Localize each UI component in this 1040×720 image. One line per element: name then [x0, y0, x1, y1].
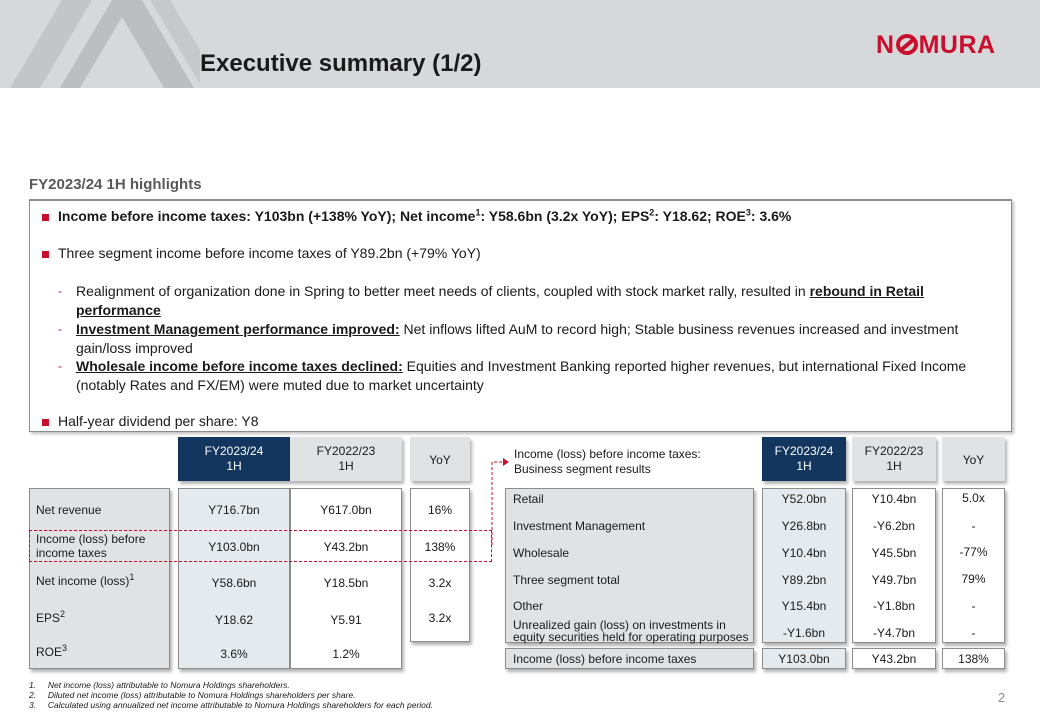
- detail-retail: Realignment of organization done in Spring to better meet needs of clients, coupled with stock market rally, resulted in rebound in Retail performance: [76, 283, 924, 318]
- highlights-box: [29, 199, 1012, 432]
- right-col-yoy: [942, 488, 1005, 643]
- nomura-logo: N MURA: [876, 31, 996, 59]
- dash-icon: -: [58, 359, 62, 373]
- seg-prev-retail: Y10.4bn: [871, 492, 917, 506]
- seg-cur-three-total: Y89.2bn: [781, 573, 827, 587]
- bullet-icon: [42, 251, 49, 258]
- total-yoy-cell: [942, 648, 1005, 669]
- bullet-icon: [42, 419, 49, 426]
- label-unrealized-gain: Unrealized gain (loss) on investments in equity securities held for operating purposes: [513, 618, 749, 644]
- footnote-1: 1. Net income (loss) attributable to Nomura Holdings shareholders.: [29, 680, 290, 690]
- yoy-net-revenue: 16%: [427, 503, 453, 517]
- seg-cur-other: Y15.4bn: [781, 599, 827, 613]
- connector-arrow-icon: [470, 455, 510, 550]
- left-header-fy2022: FY2022/23 1H: [290, 437, 402, 481]
- total-yoy: 138%: [958, 652, 989, 666]
- detail-wholesale: Wholesale income before income taxes declined: Equities and Investment Banking reported higher revenues, but international Fixed Income (notably Rates and FX/EM) were muted due to market uncertainty: [76, 358, 967, 393]
- seg-yoy-unrealized: -: [971, 626, 976, 640]
- total-cur: Y103.0bn: [778, 652, 830, 666]
- label-wholesale: Wholesale: [513, 546, 570, 560]
- prev-net-income: Y18.5bn: [323, 576, 369, 590]
- total-prev: Y43.2bn: [871, 652, 917, 666]
- seg-yoy-wholesale: -77%: [959, 545, 988, 559]
- yoy-net-income: 3.2x: [428, 576, 452, 590]
- right-table-title: Income (loss) before income taxes: Business segment results: [514, 447, 701, 476]
- section-title: FY2023/24 1H highlights: [29, 176, 202, 193]
- seg-yoy-retail: 5.0x: [962, 491, 985, 505]
- highlight-dashed-box: [29, 530, 492, 562]
- seg-prev-wholesale: Y45.5bn: [871, 546, 917, 560]
- prev-roe: 1.2%: [332, 647, 360, 661]
- seg-prev-im: -Y6.2bn: [872, 519, 916, 533]
- cur-net-income: Y58.6bn: [211, 576, 257, 590]
- cur-roe: 3.6%: [220, 647, 248, 661]
- label-retail: Retail: [513, 492, 544, 506]
- seg-prev-other: -Y1.8bn: [872, 599, 916, 613]
- label-net-income: Net income (loss)$^1$: [36, 572, 135, 588]
- page-number: 2: [998, 690, 1006, 705]
- highlight-3: Half-year dividend per share: Y8: [58, 413, 259, 429]
- dash-icon: -: [58, 284, 62, 298]
- seg-yoy-other: -: [971, 599, 976, 613]
- total-prev-cell: [852, 648, 936, 669]
- label-total: Income (loss) before income taxes: [513, 652, 697, 666]
- label-three-segment-total: Three segment total: [513, 573, 620, 587]
- prev-net-revenue: Y617.0bn: [320, 503, 372, 517]
- highlight-1: Income before income taxes: Y103bn (+138% YoY); Net income$^1$: Y58.6bn (3.2x YoY); EPS$^2$: Y18.62; ROE$^3$: 3.6%: [58, 207, 792, 224]
- page-title: Executive summary (1/2): [200, 50, 482, 77]
- prev-eps: Y5.91: [330, 613, 362, 627]
- header-banner: [0, 0, 1040, 88]
- label-roe: ROE$^3$: [36, 643, 68, 659]
- cur-income-before-taxes: Y103.0bn: [208, 540, 260, 554]
- right-labels-column: [505, 488, 754, 643]
- dash-icon: -: [58, 322, 62, 336]
- seg-cur-wholesale: Y10.4bn: [781, 546, 827, 560]
- cur-net-revenue: Y716.7bn: [208, 503, 260, 517]
- seg-yoy-im: -: [971, 519, 976, 533]
- right-header-yoy: YoY: [942, 437, 1005, 481]
- cur-eps: Y18.62: [214, 613, 254, 627]
- prev-income-before-taxes: Y43.2bn: [323, 540, 369, 554]
- highlight-2: Three segment income before income taxes of Y89.2bn (+79% YoY): [58, 245, 481, 261]
- yoy-eps: 3.2x: [428, 611, 452, 625]
- left-labels-column: [29, 488, 170, 669]
- right-header-fy2022: FY2022/23 1H: [852, 437, 936, 481]
- total-cur-cell: [762, 648, 846, 669]
- seg-cur-retail: Y52.0bn: [781, 492, 827, 506]
- label-other: Other: [513, 599, 544, 613]
- label-net-revenue: Net revenue: [36, 503, 102, 517]
- right-col-fy2023: [762, 488, 846, 643]
- chevron-graphic: [0, 0, 200, 88]
- left-col-fy2022: [290, 488, 402, 669]
- left-header-fy2023: FY2023/24 1H: [178, 437, 290, 481]
- footnote-3: 3. Calculated using annualized net income attributable to Nomura Holdings shareholders for each period.: [29, 700, 433, 710]
- right-col-fy2022: [852, 488, 936, 643]
- bullet-icon: [42, 214, 49, 221]
- left-header-yoy: YoY: [410, 437, 470, 481]
- seg-cur-im: Y26.8bn: [781, 519, 827, 533]
- seg-yoy-three-total: 79%: [961, 572, 986, 586]
- seg-prev-three-total: Y49.7bn: [871, 573, 917, 587]
- footnote-2: 2. Diluted net income (loss) attributable to Nomura Holdings shareholders per share.: [29, 690, 356, 700]
- left-col-yoy: [410, 488, 470, 642]
- label-eps: EPS$^2$: [36, 609, 66, 625]
- detail-investment-mgmt: Investment Management performance improved: Net inflows lifted AuM to record high; Stable business revenues increased and investment gain/loss improved: [76, 321, 959, 356]
- seg-cur-unrealized: -Y1.6bn: [782, 626, 826, 640]
- seg-prev-unrealized: -Y4.7bn: [872, 626, 916, 640]
- total-label-cell: [505, 648, 754, 669]
- left-col-fy2023: [178, 488, 290, 669]
- yoy-income-before-taxes: 138%: [424, 540, 456, 554]
- label-investment-management: Investment Management: [513, 519, 646, 533]
- right-header-fy2023: FY2023/24 1H: [762, 437, 846, 481]
- label-income-before-taxes: Income (loss) before income taxes: [36, 532, 146, 560]
